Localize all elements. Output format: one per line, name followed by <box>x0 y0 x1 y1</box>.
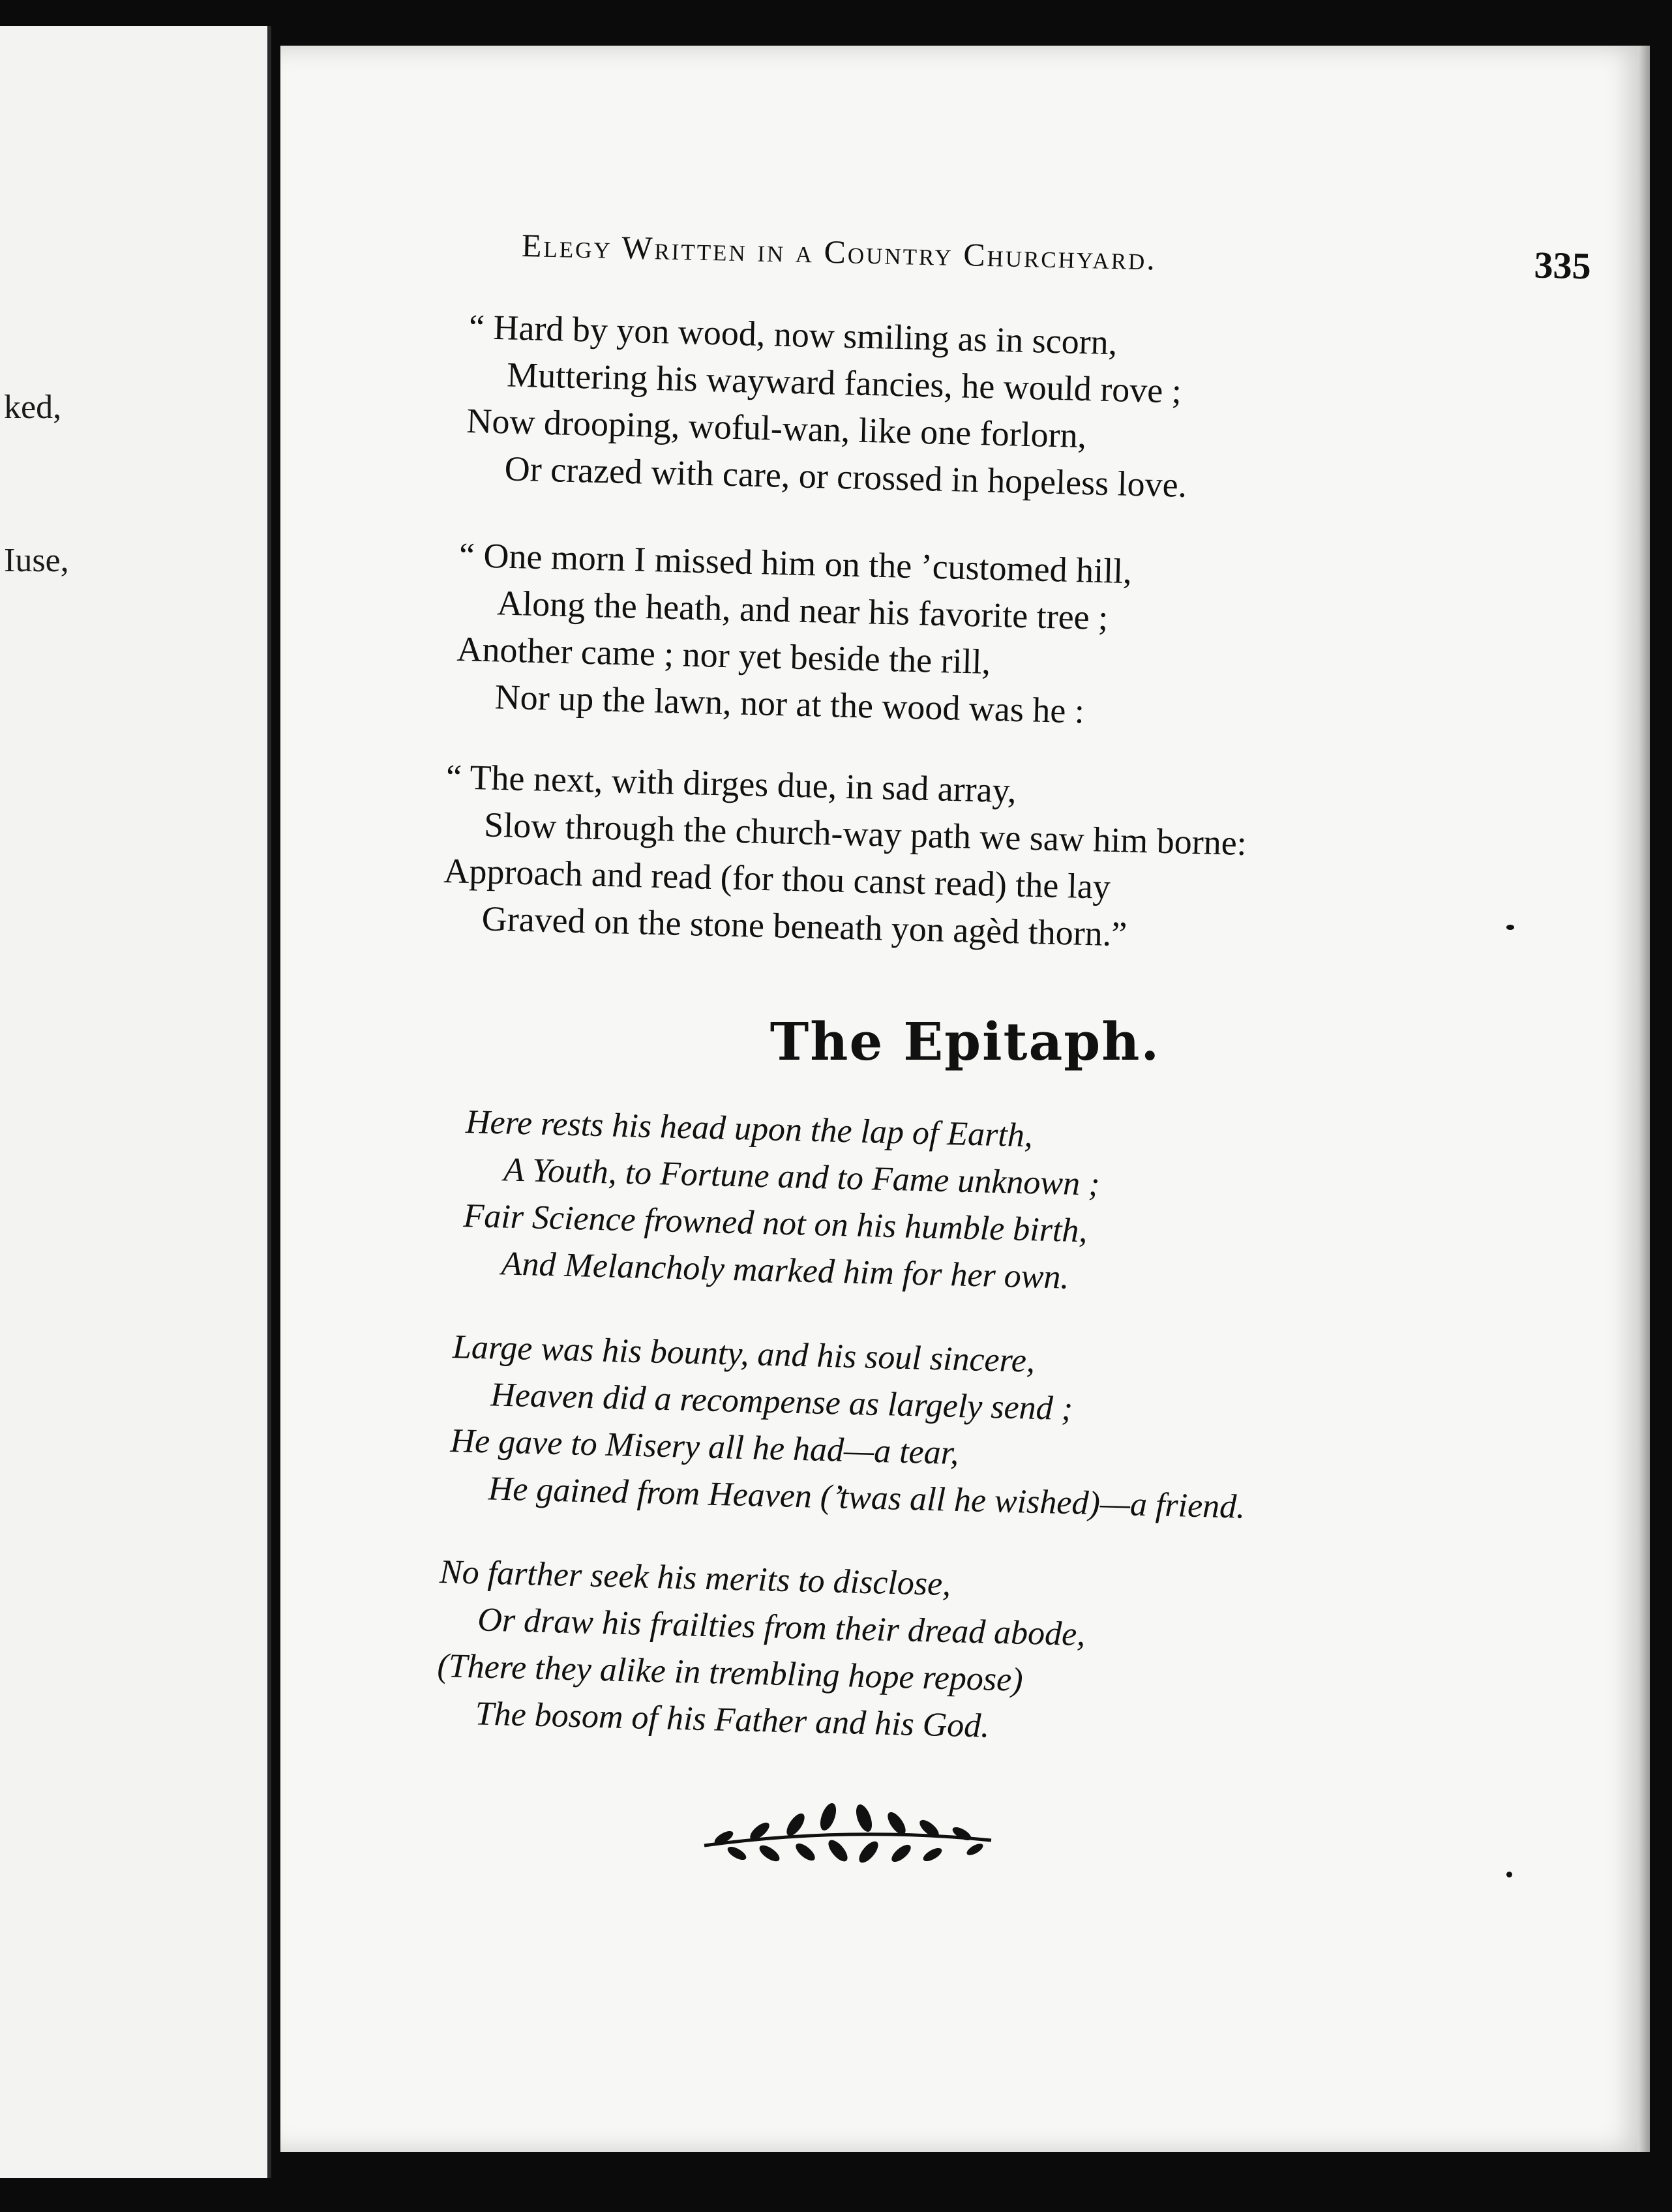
page-number: 335 <box>1533 243 1592 288</box>
epitaph-heading: The Epitaph. <box>769 1011 1161 1072</box>
verse-line: Slow through the church-way path we saw him borne: <box>483 805 1247 863</box>
verse-line: He gave to Misery all he had—a tear, <box>449 1422 959 1472</box>
verse-line: Or crazed with care, or crossed in hopeless love. <box>504 449 1187 505</box>
verse-line: Muttering his wayward fancies, he would rove ; <box>506 355 1182 411</box>
verse-line: Graved on the stone beneath yon agèd thorn.” <box>481 899 1127 954</box>
facing-page-fragment: ked, <box>4 389 62 426</box>
epitaph-stanza <box>449 1324 1594 1540</box>
verse-line: Or draw his frailties from their dread abode, <box>477 1601 1086 1654</box>
verse-line: Here rests his head upon the lap of Earth, <box>465 1103 1034 1155</box>
verse-line: Now drooping, woful-wan, like one forlorn, <box>466 400 1087 456</box>
verse-line: Along the heath, and near his favorite tree ; <box>496 583 1109 638</box>
stanza <box>465 303 1611 519</box>
verse-line: Nor up the lawn, nor at the wood was he : <box>494 677 1085 731</box>
verse-line: No farther seek his merits to disclose, <box>439 1553 951 1604</box>
verse-line: (There they alike in trembling hope repose) <box>436 1647 1024 1699</box>
verse-line: A Youth, to Fortune and to Fame unknown ; <box>503 1151 1101 1203</box>
epitaph-stanza <box>462 1099 1607 1315</box>
verse-line: “ The next, with dirges due, in sad array, <box>445 756 1017 811</box>
ink-speck <box>1506 1872 1512 1877</box>
running-title: Elegy Written in a Country Churchyard. <box>521 227 1157 277</box>
facing-page <box>0 26 271 2178</box>
verse-line: And Melancholy marked him for her own. <box>501 1245 1070 1296</box>
running-head <box>521 222 1591 288</box>
verse-line: Approach and read (for thou canst read) the lay <box>443 850 1111 906</box>
verse-line: Another came ; nor yet beside the rill, <box>456 629 991 681</box>
verse-line: Heaven did a recompense as largely send ; <box>490 1376 1073 1428</box>
verse-line: He gained from Heaven (’twas all he wished)—a friend. <box>488 1470 1246 1526</box>
ink-speck <box>1506 925 1514 930</box>
verse-line: Large was his bounty, and his soul sincere, <box>452 1328 1036 1380</box>
stanza <box>455 531 1601 747</box>
verse-line: Fair Science frowned not on his humble birth, <box>462 1197 1088 1250</box>
book-page <box>280 46 1650 2152</box>
verse-line: The bosom of his Father and his God. <box>475 1695 990 1745</box>
stanza <box>442 753 1588 969</box>
verse-line: “ Hard by yon wood, now smiling as in scorn, <box>468 306 1118 363</box>
epitaph-stanza <box>436 1549 1581 1765</box>
verse-line: “ One morn I missed him on the ’customed hill, <box>458 535 1133 591</box>
page-edge <box>1638 46 1650 2152</box>
facing-page-fragment: Iuse, <box>4 542 69 579</box>
leaf-spray-ornament-icon <box>698 1800 998 1878</box>
